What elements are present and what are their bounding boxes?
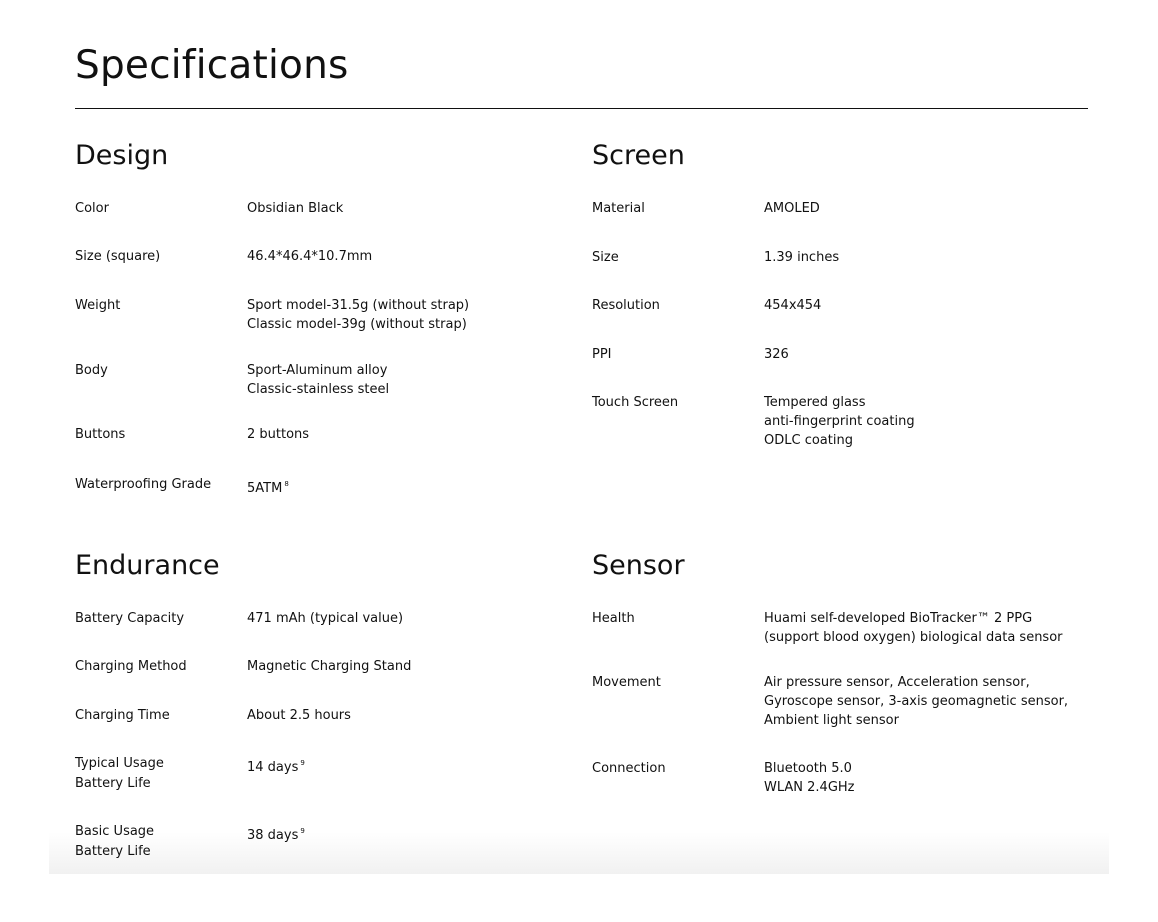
- spec-label: [75, 609, 247, 630]
- spec-value: [247, 199, 343, 220]
- spec-label: [592, 393, 764, 450]
- footnote-marker[interactable]: 9: [300, 759, 305, 767]
- spec-value-text: WLAN 2.4GHz: [764, 780, 855, 795]
- spec-label: [75, 754, 247, 795]
- spec-list: [75, 199, 575, 498]
- spec-value-text: Classic-stainless steel: [247, 382, 390, 397]
- spec-row: [75, 754, 575, 795]
- spec-value-text: About 2.5 hours: [247, 708, 351, 723]
- spec-value-text: Tempered glass: [764, 395, 866, 410]
- spec-label-line: PPI: [592, 347, 612, 362]
- spec-label-line: Battery Life: [75, 844, 151, 859]
- spec-value-text: Obsidian Black: [247, 201, 344, 216]
- spec-label: [592, 609, 764, 647]
- spec-label: [75, 822, 247, 863]
- spec-value-line: [247, 706, 351, 725]
- section-title: Screen: [592, 140, 685, 171]
- spec-value-line: [764, 296, 821, 315]
- spec-label: [592, 248, 764, 269]
- spec-value-text: (support blood oxygen) biological data sensor: [764, 630, 1063, 645]
- spec-row: [75, 199, 575, 220]
- spec-value-line: [764, 628, 1063, 647]
- spec-label-line: Size (square): [75, 249, 161, 264]
- spec-value-line: [764, 711, 1068, 730]
- spec-label-line: Basic Usage: [75, 824, 155, 839]
- section-title: Sensor: [592, 550, 685, 581]
- spec-row: [75, 609, 575, 630]
- spec-list: [592, 609, 1092, 797]
- spec-value: [764, 199, 820, 220]
- spec-value-text: Ambient light sensor: [764, 713, 899, 728]
- spec-value-line: [247, 657, 411, 676]
- spec-row: [75, 822, 575, 863]
- spec-list: [592, 199, 1092, 450]
- spec-label: [75, 475, 247, 498]
- spec-value-text: 2 buttons: [247, 427, 310, 442]
- spec-value-text: Magnetic Charging Stand: [247, 659, 412, 674]
- spec-value-line: [247, 425, 309, 444]
- spec-value: [247, 706, 351, 727]
- spec-value-text: anti-fingerprint coating: [764, 414, 915, 429]
- spec-label-line: Charging Time: [75, 708, 170, 723]
- spec-row: [75, 361, 575, 399]
- spec-value: [764, 296, 821, 317]
- spec-value-line: [247, 754, 305, 777]
- section-title: Endurance: [75, 550, 220, 581]
- spec-value: [764, 393, 915, 450]
- section-endurance: [75, 546, 575, 863]
- spec-label: [592, 199, 764, 220]
- spec-value-line: [247, 199, 343, 218]
- spec-value-line: [764, 692, 1068, 711]
- spec-label-line: Connection: [592, 761, 666, 776]
- spec-label: [592, 345, 764, 366]
- spec-value-text: ODLC coating: [764, 433, 853, 448]
- spec-value-text: 46.4*46.4*10.7mm: [247, 249, 373, 264]
- spec-value-line: [247, 380, 389, 399]
- spec-value: [247, 361, 389, 399]
- section-sensor: [592, 546, 1092, 797]
- spec-value-line: [764, 199, 820, 218]
- spec-value-line: [764, 778, 855, 797]
- spec-row: [592, 296, 1092, 317]
- title-divider: [75, 108, 1088, 109]
- spec-row: [75, 296, 575, 334]
- spec-row: [75, 247, 575, 268]
- spec-label-line: Weight: [75, 298, 121, 313]
- spec-value-text: 1.39 inches: [764, 250, 840, 265]
- spec-value-line: [764, 609, 1063, 628]
- spec-value-line: [764, 412, 915, 431]
- page-title: Specifications: [75, 43, 349, 88]
- spec-value-line: [247, 247, 372, 266]
- spec-value-text: Sport-Aluminum alloy: [247, 363, 388, 378]
- spec-value-text: 471 mAh (typical value): [247, 611, 404, 626]
- spec-label-line: Battery Capacity: [75, 611, 185, 626]
- spec-value-line: [764, 248, 839, 267]
- spec-value-text: 14 days: [247, 760, 299, 775]
- spec-value-text: Bluetooth 5.0: [764, 761, 852, 776]
- spec-label: [592, 296, 764, 317]
- spec-label-line: Size: [592, 250, 619, 265]
- spec-value-line: [247, 475, 289, 498]
- spec-label: [75, 199, 247, 220]
- spec-value: [247, 247, 372, 268]
- spec-label-line: Health: [592, 611, 635, 626]
- spec-value-text: 5ATM: [247, 481, 283, 496]
- spec-label: [75, 247, 247, 268]
- spec-label-line: Movement: [592, 675, 661, 690]
- spec-value-line: [764, 345, 789, 364]
- section-title: Design: [75, 140, 169, 171]
- spec-label-line: Typical Usage: [75, 756, 164, 771]
- spec-value-line: [764, 673, 1068, 692]
- spec-value-text: AMOLED: [764, 201, 820, 216]
- spec-value: [247, 822, 305, 863]
- spec-value: [764, 345, 789, 366]
- section-screen: [592, 136, 1092, 450]
- footnote-marker[interactable]: 8: [284, 480, 289, 488]
- spec-value-text: Gyroscope sensor, 3-axis geomagnetic sensor,: [764, 694, 1069, 709]
- spec-row: [592, 199, 1092, 220]
- spec-value-line: [247, 822, 305, 845]
- spec-row: [592, 393, 1092, 450]
- spec-label-line: Resolution: [592, 298, 660, 313]
- spec-label: [592, 759, 764, 797]
- spec-value-line: [247, 296, 469, 315]
- spec-value-text: 454x454: [764, 298, 822, 313]
- spec-value-line: [764, 759, 855, 778]
- spec-value: [247, 475, 289, 498]
- spec-value: [247, 296, 469, 334]
- spec-value: [764, 673, 1068, 730]
- spec-label: [75, 296, 247, 334]
- spec-value-line: [247, 315, 469, 334]
- spec-value-text: Sport model-31.5g (without strap): [247, 298, 470, 313]
- spec-label-line: Charging Method: [75, 659, 187, 674]
- spec-label-line: Material: [592, 201, 645, 216]
- spec-label-line: Touch Screen: [592, 395, 679, 410]
- spec-value: [764, 759, 855, 797]
- section-design: [75, 136, 575, 498]
- spec-value: [247, 425, 309, 446]
- spec-row: [592, 609, 1092, 647]
- spec-value-text: Classic model-39g (without strap): [247, 317, 467, 332]
- spec-label-line: Waterproofing Grade: [75, 477, 212, 492]
- spec-value: [247, 609, 403, 630]
- spec-row: [75, 475, 575, 498]
- spec-row: [75, 657, 575, 678]
- spec-value-text: Huami self-developed BioTracker™ 2 PPG: [764, 611, 1033, 626]
- spec-value: [247, 754, 305, 795]
- spec-value-text: 38 days: [247, 828, 299, 843]
- spec-label: [75, 706, 247, 727]
- spec-value-line: [247, 361, 389, 380]
- spec-label-line: Battery Life: [75, 776, 151, 791]
- spec-list: [75, 609, 575, 863]
- spec-row: [75, 425, 575, 446]
- spec-value: [764, 248, 839, 269]
- spec-label-line: Buttons: [75, 427, 126, 442]
- spec-row: [592, 345, 1092, 366]
- spec-value-line: [764, 393, 915, 412]
- spec-row: [75, 706, 575, 727]
- spec-label: [75, 657, 247, 678]
- spec-value-line: [247, 609, 403, 628]
- spec-label-line: Body: [75, 363, 108, 378]
- spec-label-line: Color: [75, 201, 109, 216]
- spec-label: [592, 673, 764, 730]
- spec-value-text: 326: [764, 347, 789, 362]
- spec-row: [592, 673, 1092, 730]
- spec-value: [247, 657, 411, 678]
- spec-value-text: Air pressure sensor, Acceleration sensor,: [764, 675, 1030, 690]
- spec-row: [592, 759, 1092, 797]
- spec-row: [592, 248, 1092, 269]
- footnote-marker[interactable]: 9: [300, 827, 305, 835]
- spec-label: [75, 361, 247, 399]
- spec-label: [75, 425, 247, 446]
- spec-value-line: [764, 431, 915, 450]
- spec-value: [764, 609, 1063, 647]
